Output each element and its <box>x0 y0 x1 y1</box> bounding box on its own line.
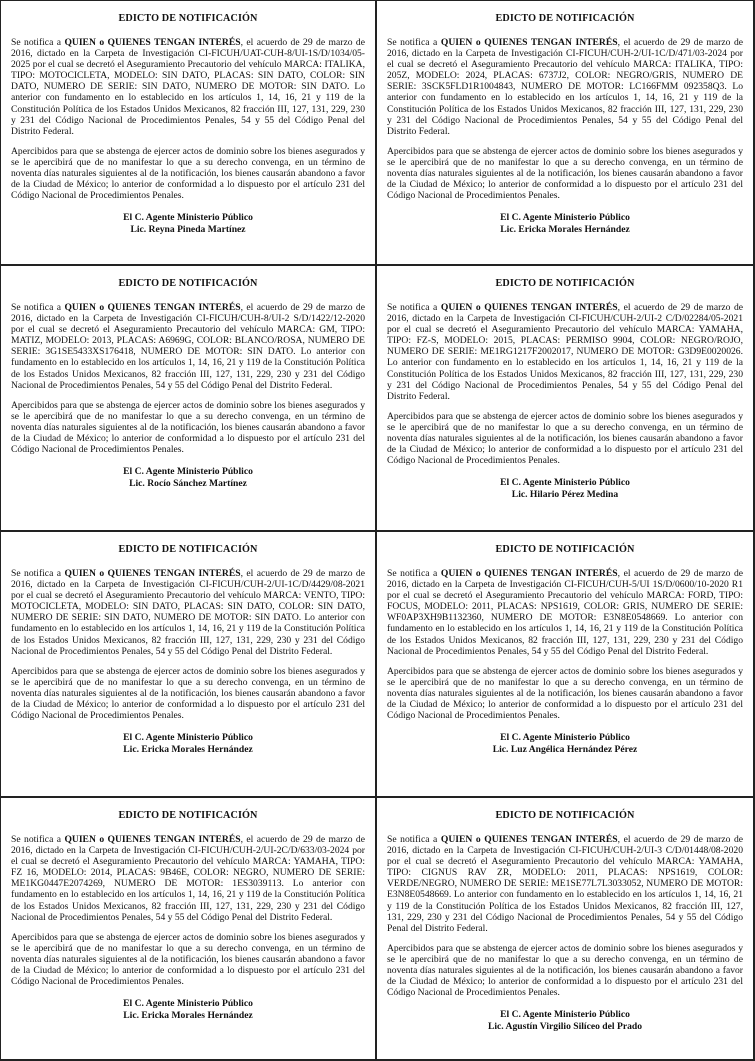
signature-name: Lic. Reyna Pineda Martínez <box>130 223 246 235</box>
edicto-warning: Apercibidos para que se abstenga de ejercer actos de dominio sobre los bienes asegurados y se le apercibirá que de no manifestar lo que a su derecho convenga, en un término de noventa días naturales siguientes al de la notificación, los bienes causarán abandono a favor de la Ciudad de México; lo anterior de conformidad a lo dispuesto por el artículo 231 del Código Nacional de Procedimientos Penales. <box>387 665 743 722</box>
edicto-title: EDICTO DE NOTIFICACIÓN <box>495 278 635 289</box>
edicto-title: EDICTO DE NOTIFICACIÓN <box>118 544 258 555</box>
edicto-card <box>377 266 755 532</box>
edicto-card <box>377 798 755 1061</box>
body-bold: QUIEN o QUIENES TENGAN INTERÉS <box>440 37 618 48</box>
signature-name: Lic. Ericka Morales Hernández <box>500 223 630 235</box>
body-bold: QUIEN o QUIENES TENGAN INTERÉS <box>440 302 618 313</box>
body-rest: , el acuerdo de 29 de marzo de 2016, dictado en la Carpeta de Investigación CI-FICUH/CUH-2/UI-1C/D/4429/08-2021 por el cual se decretó el Aseguramiento Precautorio del vehículo MARCA: VENTO, TIPO: MOTOCICLETA, MODELO: SIN DATO, PLACAS: SIN DATO, COLOR: SIN DATO, NUMERO DE SERIE: SIN DATO, NUMERO DE MOTOR: SIN DATO. Lo anterior con fundamento en lo establecido en los artículos 1, 14, 16, 21 y 119 de la Constitución Política de los Estados Unidos Mexicanos, 82 fracción III, 127, 131, 229, 230 y 231 del Código Nacional de Procedimientos Penales, 54 y 55 del Código Penal del Distrito Federal. <box>11 568 365 657</box>
signature-name: Lic. Agustín Virgilio Silíceo del Prado <box>487 1020 643 1032</box>
signature-name: Lic. Ericka Morales Hernández <box>123 743 253 755</box>
edicto-body <box>387 834 743 934</box>
body-bold: QUIEN o QUIENES TENGAN INTERÉS <box>64 568 241 579</box>
edicto-card <box>0 798 377 1061</box>
body-lead: Se notifica a <box>11 834 65 845</box>
edicto-title: EDICTO DE NOTIFICACIÓN <box>118 13 258 24</box>
body-bold: QUIEN o QUIENES TENGAN INTERÉS <box>440 834 618 845</box>
signature-role: El C. Agente Ministerio Público <box>500 732 630 744</box>
body-lead: Se notifica a <box>11 302 65 313</box>
body-lead: Se notifica a <box>387 302 441 313</box>
signature-role: El C. Agente Ministerio Público <box>500 1009 630 1021</box>
edicto-signature <box>11 998 365 1021</box>
body-bold: QUIEN o QUIENES TENGAN INTERÉS <box>440 568 618 579</box>
edicto-card <box>377 532 755 798</box>
body-rest: , el acuerdo de 29 de marzo de 2016, dictado en la Carpeta de Investigación CI-FICUH/CUH-2/UI-2 C/D/02284/05-2021 por el cual se decretó el Aseguramiento Precautorio del vehículo MARCA: YAMAHA, TIPO: FZ-S, MODELO: 2015, PLACAS: PERMISO 9904, COLOR: NEGRO/ROJO, NUMERO DE SERIE: ME1RG1217F2002017, NUMERO DE MOTOR: G3D9E0020026. Lo anterior con fundamento en lo establecido en los artículos 1, 14, 16, 21 y 119 de la Constitución Política de los Estados Unidos Mexicanos, 82 fracción III, 127, 131, 229, 230 y 231 del Código Nacional de Procedimientos Penales, 54 y 55 del Código Penal del Distrito Federal. <box>387 302 743 402</box>
body-bold: QUIEN o QUIENES TENGAN INTERÉS <box>64 834 241 845</box>
edicto-warning: Apercibidos para que se abstenga de ejercer actos de dominio sobre los bienes asegurados y se le apercibirá que de no manifestar lo que a su derecho convenga, en un término de noventa días naturales siguientes al de la notificación, los bienes causarán abandono a favor de la Ciudad de México; lo anterior de conformidad a lo dispuesto por el artículo 231 del Código Nacional de Procedimientos Penales. <box>11 931 365 988</box>
signature-name: Lic. Ericka Morales Hernández <box>123 1009 253 1021</box>
body-rest: , el acuerdo de 29 de marzo de 2016, dictado en la Carpeta de Investigación CI-FICUH/CUH-5/UI 1S/D/0600/10-2020 R1 por el cual se decretó el Aseguramiento Precautorio del vehículo MARCA: FORD, TIPO: FOCUS, MODELO: 2011, PLACAS: NPS1619, COLOR: GRIS, NUMERO DE SERIE: WF0AP3XH9B1132360, NUMERO DE MOTOR: E3N8E0548669. Lo anterior con fundamento en lo establecido en los artículos 1, 14, 16, 21 y 119 de la Constitución Política de los Estados Unidos Mexicanos, 82 fracción III, 127, 131, 229, 230 y 231 del Código Nacional de Procedimientos Penales, 54 y 55 del Código Penal del Distrito Federal. <box>387 568 743 657</box>
edicto-body <box>387 302 743 402</box>
body-bold: QUIEN o QUIENES TENGAN INTERÉS <box>64 302 241 313</box>
body-rest: , el acuerdo de 29 de marzo de 2016, dictado en la Carpeta de Investigación CI-FICUH/CUH-2/UI-1C/D/471/03-2024 por el cual se decretó el Aseguramiento Precautorio del vehículo MARCA: ITALIKA, TIPO: 205Z, MODELO: 2024, PLACAS: 6737J2, COLOR: NEGRO/GRIS, NUMERO DE SERIE: 3SCK5FLD1R1004843, NUMERO DE MOTOR: LC166FMM 092358Q3. Lo anterior con fundamento en lo establecido en los artículos 1, 14, 16, 21 y 119 de la Constitución Política de los Estados Unidos Mexicanos, 82 fracción III, 127, 131, 229, 230 y 231 del Código Nacional de Procedimientos Penales, 54 y 55 del Código Penal del Distrito Federal. <box>387 37 743 137</box>
edicto-body <box>11 568 365 657</box>
edicto-card <box>377 0 755 266</box>
edicto-body <box>387 568 743 657</box>
signature-role: El C. Agente Ministerio Público <box>123 466 253 478</box>
edicto-title: EDICTO DE NOTIFICACIÓN <box>118 810 258 821</box>
body-rest: , el acuerdo de 29 de marzo de 2016, dictado en la Carpeta de Investigación CI-FICUH/CUH-8/UI-2 S/D/1422/12-2020 por el cual se decretó el Aseguramiento Precautorio del vehículo MARCA: GM, TIPO: MATIZ, MODELO: 2013, PLACAS: A6969G, COLOR: BLANCO/ROSA, NUMERO DE SERIE: 3G1SE5433XS176418, NUMERO DE MOTOR: SIN DATO. Lo anterior con fundamento en lo establecido en los artículos 1, 14, 16, 21 y 119 de la Constitución Política de los Estados Unidos Mexicanos, 82 fracción III, 127, 131, 229, 230 y 231 del Código Nacional de Procedimientos Penales, 54 y 55 del Código Penal del Distrito Federal. <box>11 302 365 391</box>
edicto-signature <box>387 1009 743 1032</box>
body-lead: Se notifica a <box>387 568 441 579</box>
edicto-signature <box>11 732 365 755</box>
edicto-body <box>387 37 743 137</box>
signature-role: El C. Agente Ministerio Público <box>123 212 253 224</box>
signature-role: El C. Agente Ministerio Público <box>500 477 630 489</box>
edicto-body <box>11 37 365 137</box>
edicto-warning: Apercibidos para que se abstenga de ejercer actos de dominio sobre los bienes asegurados y se le apercibirá que de no manifestar lo que a su derecho convenga, en un término de noventa días naturales siguientes al de la notificación, los bienes causarán abandono a favor de la Ciudad de México; lo anterior de conformidad a lo dispuesto por el artículo 231 del Código Nacional de Procedimientos Penales. <box>387 145 743 202</box>
signature-role: El C. Agente Ministerio Público <box>500 212 630 224</box>
edicto-warning: Apercibidos para que se abstenga de ejercer actos de dominio sobre los bienes asegurados y se le apercibirá que de no manifestar lo que a su derecho convenga, en un término de noventa días naturales siguientes al de la notificación, los bienes causarán abandono a favor de la Ciudad de México; lo anterior de conformidad a lo dispuesto por el artículo 231 del Código Nacional de Procedimientos Penales. <box>11 145 365 202</box>
edicto-title: EDICTO DE NOTIFICACIÓN <box>495 13 635 24</box>
body-lead: Se notifica a <box>11 568 65 579</box>
edicto-card <box>0 532 377 798</box>
signature-role: El C. Agente Ministerio Público <box>123 732 253 744</box>
body-rest: , el acuerdo de 29 de marzo de 2016, dictado en la Carpeta de Investigación CI-FICUH/CUH-2/UI-2C/D/633/03-2024 por el cual se decretó el Aseguramiento Precautorio del vehículo MARCA: YAMAHA, TIPO: FZ 16, MODELO: 2014, PLACAS: 9B46E, COLOR: NEGRO, NUMERO DE SERIE: ME1KG0447E2074269, NUMERO DE MOTOR: 1ES3039113. Lo anterior con fundamento en lo establecido en los artículos 1, 14, 16, 21 y 119 de la Constitución Política de los Estados Unidos Mexicanos, 82 fracción III, 127, 131, 229, 230 y 231 del Código Nacional de Procedimientos Penales, 54 y 55 del Código Penal del Distrito Federal. <box>11 834 365 923</box>
edicto-signature <box>387 477 743 500</box>
body-lead: Se notifica a <box>11 37 65 48</box>
edicto-title: EDICTO DE NOTIFICACIÓN <box>495 810 635 821</box>
edicto-warning: Apercibidos para que se abstenga de ejercer actos de dominio sobre los bienes asegurados y se le apercibirá que de no manifestar lo que a su derecho convenga, en un término de noventa días naturales siguientes al de la notificación, los bienes causarán abandono a favor de la Ciudad de México; lo anterior de conformidad a lo dispuesto por el artículo 231 del Código Nacional de Procedimientos Penales. <box>11 399 365 456</box>
edicto-body <box>11 302 365 391</box>
edicto-title: EDICTO DE NOTIFICACIÓN <box>495 544 635 555</box>
body-lead: Se notifica a <box>387 834 441 845</box>
edicto-signature <box>387 732 743 755</box>
signature-name: Lic. Hilario Pérez Medina <box>511 488 619 500</box>
edicto-title: EDICTO DE NOTIFICACIÓN <box>118 278 258 289</box>
edicto-card <box>0 266 377 532</box>
body-lead: Se notifica a <box>387 37 441 48</box>
body-rest: , el acuerdo de 29 de marzo de 2016, dictado en la Carpeta de Investigación CI-FICUH/CUH-2/UI-3 C/D/01448/08-2020 por el cual se decretó el Aseguramiento Precautorio del vehículo MARCA: YAMAHA, TIPO: CIGNUS RAV ZR, MODELO: 2011, PLACAS: NPS1619, COLOR: VERDE/NEGRO, NUMERO DE SERIE: ME1SE77L7L3033052, NUMERO DE MOTOR: E3N8E0548669. Lo anterior con fundamento en lo establecido en los artículos 1, 14, 16, 21 y 119 de la Constitución Política de los Estados Unidos Mexicanos, 82 fracción III, 127, 131, 229, 230 y 231 del Código Nacional de Procedimientos Penales, 54 y 55 del Código Penal del Distrito Federal. <box>387 834 743 934</box>
edicto-signature <box>11 212 365 235</box>
signature-name: Lic. Luz Angélica Hernández Pérez <box>492 743 638 755</box>
signature-role: El C. Agente Ministerio Público <box>123 998 253 1010</box>
edicto-warning: Apercibidos para que se abstenga de ejercer actos de dominio sobre los bienes asegurados y se le apercibirá que de no manifestar lo que a su derecho convenga, en un término de noventa días naturales siguientes al de la notificación, los bienes causarán abandono a favor de la Ciudad de México; lo anterior de conformidad a lo dispuesto por el artículo 231 del Código Nacional de Procedimientos Penales. <box>11 665 365 722</box>
edicto-warning: Apercibidos para que se abstenga de ejercer actos de dominio sobre los bienes asegurados y se le apercibirá que de no manifestar lo que a su derecho convenga, en un término de noventa días naturales siguientes al de la notificación, los bienes causarán abandono a favor de la Ciudad de México; lo anterior de conformidad a lo dispuesto por el artículo 231 del Código Nacional de Procedimientos Penales. <box>387 942 743 999</box>
body-bold: QUIEN o QUIENES TENGAN INTERÉS <box>64 37 241 48</box>
edicto-card <box>0 0 377 266</box>
edicto-signature <box>11 466 365 489</box>
edicto-signature <box>387 212 743 235</box>
edicto-body <box>11 834 365 923</box>
signature-name: Lic. Rocío Sánchez Martínez <box>129 477 247 489</box>
body-rest: , el acuerdo de 29 de marzo de 2016, dictado en la Carpeta de Investigación CI-FICUH/UAT-CUH-8/UI-1S/D/1034/05-2025 por el cual se decretó el Aseguramiento Precautorio del vehículo MARCA: ITALIKA, TIPO: MOTOCICLETA, MODELO: SIN DATO, PLACAS: SIN DATO, COLOR: SIN DATO, NUMERO DE SERIE: SIN DATO, NUMERO DE MOTOR: SIN DATO. Lo anterior con fundamento en lo establecido en los artículos 1, 14, 16, 21 y 119 de la Constitución Política de los Estados Unidos Mexicanos, 82 fracción III, 127, 131, 229, 230 y 231 del Código Nacional de Procedimientos Penales, 54 y 55 del Código Penal del Distrito Federal. <box>11 37 365 137</box>
edicto-warning: Apercibidos para que se abstenga de ejercer actos de dominio sobre los bienes asegurados y se le apercibirá que de no manifestar lo que a su derecho convenga, en un término de noventa días naturales siguientes al de la notificación, los bienes causarán abandono a favor de la Ciudad de México; lo anterior de conformidad a lo dispuesto por el artículo 231 del Código Nacional de Procedimientos Penales. <box>387 410 743 467</box>
